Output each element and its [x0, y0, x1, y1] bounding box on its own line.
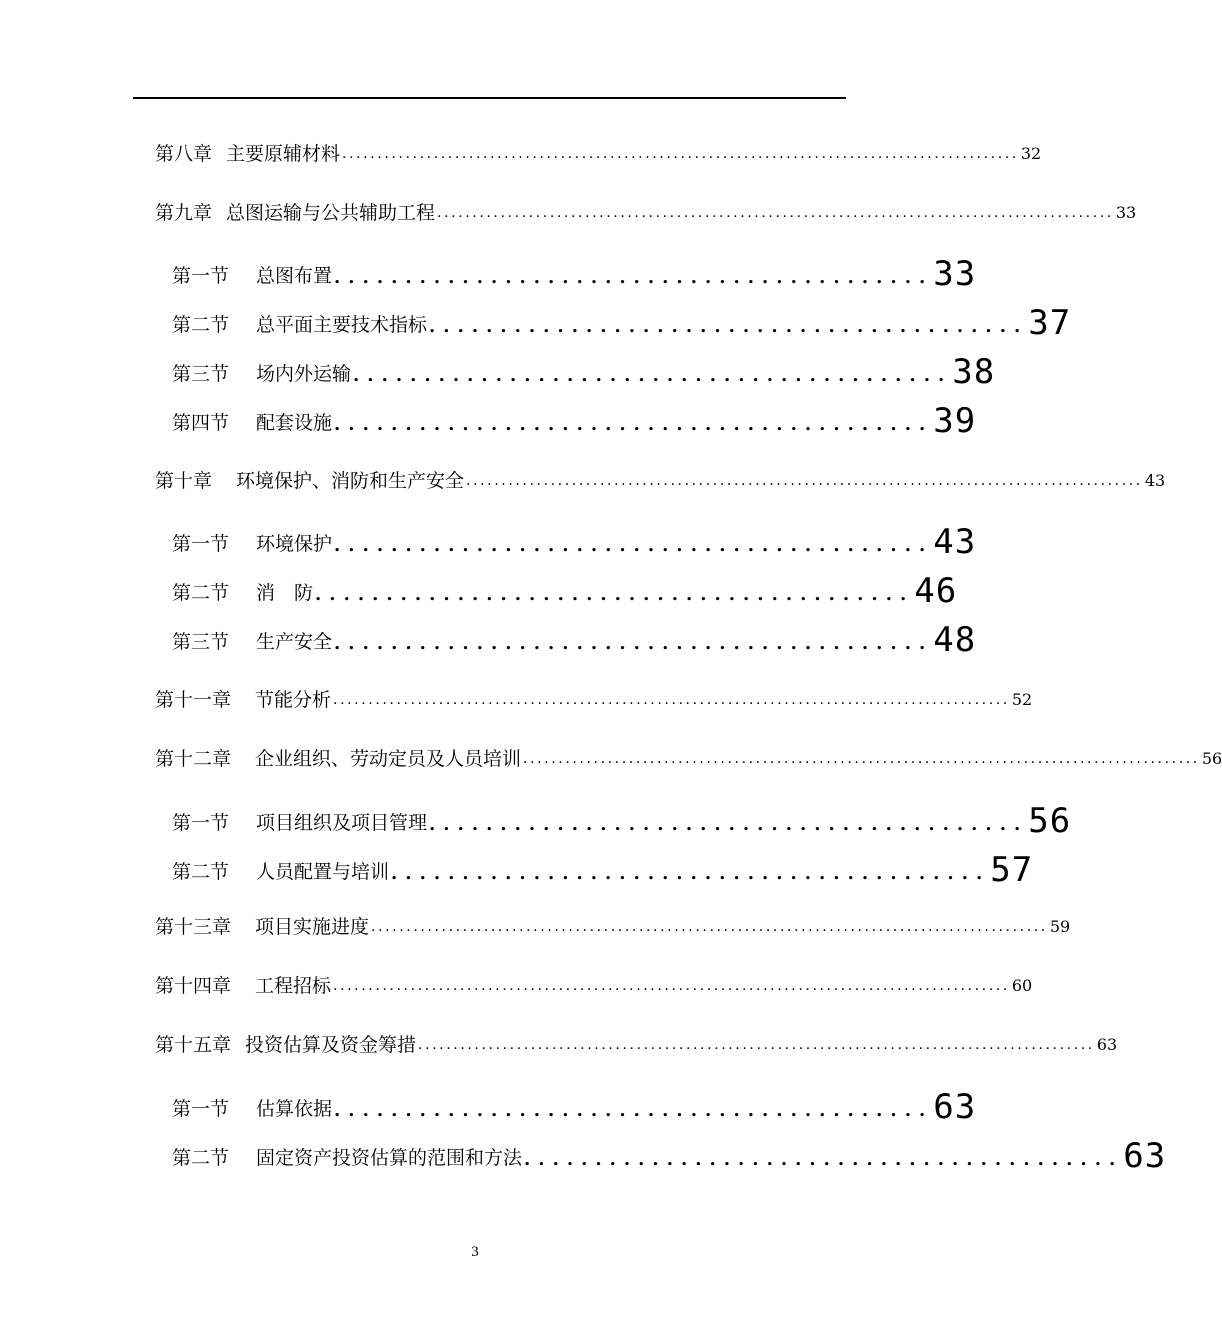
toc-page-number: 59: [1049, 917, 1071, 936]
toc-chapter-11[interactable]: [155, 682, 1033, 712]
toc-section[interactable]: [172, 567, 958, 611]
toc-label: 第三节: [172, 363, 230, 385]
toc-page-number: 63: [933, 1087, 977, 1127]
toc-chapter-12[interactable]: [155, 741, 1222, 771]
toc-section[interactable]: [172, 846, 1034, 890]
toc-title: 投资估算及资金筹措: [245, 1034, 417, 1056]
toc-page-number: 33: [1115, 203, 1137, 222]
dot-leader: ................................................................................................: [418, 1037, 1095, 1053]
toc-label: 第十一章: [155, 689, 232, 711]
dot-leader: ................................................................................................: [342, 146, 1019, 162]
toc-section[interactable]: [172, 397, 977, 441]
dot-leader: ................................................................................................: [371, 919, 1048, 935]
toc-label: 第二节: [172, 314, 230, 336]
toc-label: 第十二章: [155, 748, 232, 770]
toc-title: 环境保护: [256, 533, 333, 555]
toc-page-number: 63: [1123, 1136, 1167, 1176]
toc-label: 第二节: [172, 582, 230, 604]
dot-leader: ................................................................................................: [333, 978, 1010, 994]
toc-page-number: 52: [1011, 690, 1033, 709]
toc-label: 第一节: [172, 1098, 230, 1120]
dot-leader: ..........................................: [334, 633, 934, 654]
toc-title: 总平面主要技术指标: [256, 314, 428, 336]
header-rule: [133, 97, 846, 99]
toc-chapter-8[interactable]: [155, 136, 1042, 166]
dot-leader: ..........................................: [429, 316, 1029, 337]
toc-label: 第一节: [172, 533, 230, 555]
toc-section[interactable]: [172, 299, 1072, 343]
toc-label: 第十章: [155, 470, 213, 492]
toc-page-number: 43: [1144, 471, 1166, 490]
toc-title: 场内外运输: [256, 363, 352, 385]
dot-leader: ..........................................: [334, 414, 934, 435]
toc-title: 环境保护、消防和生产安全: [236, 470, 465, 492]
toc-label: 第九章: [155, 202, 213, 224]
toc-title: 工程招标: [255, 975, 332, 997]
toc-label: 第十四章: [155, 975, 232, 997]
toc-page-number: 60: [1011, 976, 1033, 995]
toc-section[interactable]: [172, 250, 977, 294]
toc-title: 项目实施进度: [255, 916, 370, 938]
dot-leader: ..........................................: [391, 863, 991, 884]
toc-section[interactable]: [172, 518, 977, 562]
dot-leader: ..........................................: [334, 1100, 934, 1121]
toc-section[interactable]: [172, 348, 996, 392]
toc-page-number: 57: [990, 850, 1034, 890]
toc-section[interactable]: [172, 1132, 1167, 1176]
toc-section[interactable]: [172, 797, 1072, 841]
dot-leader: ..........................................: [524, 1149, 1124, 1170]
toc-title: 主要原辅材料: [226, 143, 341, 165]
toc-page-number: 38: [952, 352, 996, 392]
toc-chapter-15[interactable]: [155, 1027, 1118, 1057]
toc-label: 第三节: [172, 631, 230, 653]
toc-label: 第十五章: [155, 1034, 232, 1056]
toc-label: 第八章: [155, 143, 213, 165]
toc-title: 总图运输与公共辅助工程: [226, 202, 436, 224]
toc-title: 配套设施: [256, 412, 333, 434]
toc-page-number: 63: [1096, 1035, 1118, 1054]
toc-chapter-14[interactable]: [155, 968, 1033, 998]
toc-title: 企业组织、劳动定员及人员培训: [255, 748, 522, 770]
toc-label: 第二节: [172, 1147, 230, 1169]
dot-leader: ................................................................................................: [333, 692, 1010, 708]
toc-section[interactable]: [172, 1083, 977, 1127]
toc-title: 生产安全: [256, 631, 333, 653]
dot-leader: ..........................................: [334, 535, 934, 556]
toc-title: 人员配置与培训: [256, 861, 390, 883]
dot-leader: ................................................................................................: [466, 473, 1143, 489]
toc-page-number: 43: [933, 522, 977, 562]
toc-page-number: 33: [933, 254, 977, 294]
toc-page-number: 37: [1028, 303, 1072, 343]
toc-title: 估算依据: [256, 1098, 333, 1120]
toc-label: 第二节: [172, 861, 230, 883]
toc-page-number: 39: [933, 401, 977, 441]
toc-page-number: 48: [933, 620, 977, 660]
toc-chapter-10[interactable]: [155, 463, 1166, 493]
toc-label: 第一节: [172, 812, 230, 834]
toc-label: 第四节: [172, 412, 230, 434]
dot-leader: ................................................................................................: [523, 751, 1200, 767]
toc-title: 消 防: [256, 582, 314, 604]
toc-section[interactable]: [172, 616, 977, 660]
toc-title: 固定资产投资估算的范围和方法: [256, 1147, 523, 1169]
toc-page-number: 56: [1201, 749, 1222, 768]
dot-leader: ................................................................................................: [437, 205, 1114, 221]
toc-label: 第一节: [172, 265, 230, 287]
dot-leader: ..........................................: [315, 584, 915, 605]
toc-title: 项目组织及项目管理: [256, 812, 428, 834]
toc-chapter-13[interactable]: [155, 909, 1071, 939]
toc-title: 总图布置: [256, 265, 333, 287]
toc-page-number: 32: [1020, 144, 1042, 163]
dot-leader: ..........................................: [429, 814, 1029, 835]
toc-title: 节能分析: [255, 689, 332, 711]
dot-leader: ..........................................: [353, 365, 953, 386]
dot-leader: ..........................................: [334, 267, 934, 288]
toc-page-number: 46: [914, 571, 958, 611]
toc-chapter-9[interactable]: [155, 195, 1137, 225]
footer-page-number: 3: [471, 1244, 479, 1260]
toc-label: 第十三章: [155, 916, 232, 938]
toc-page-number: 56: [1028, 801, 1072, 841]
